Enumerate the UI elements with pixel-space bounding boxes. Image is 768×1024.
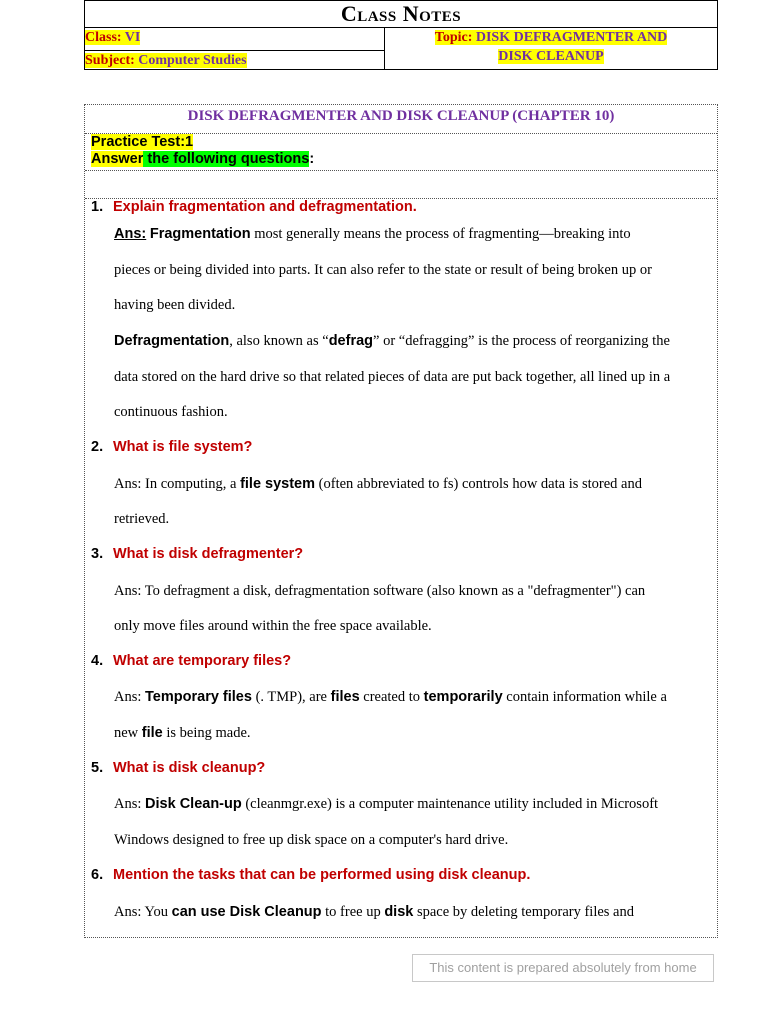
answer-1-line-3: having been divided. xyxy=(114,297,236,313)
header-title: Class Notes xyxy=(85,1,717,28)
practice-test-label: Practice Test:1 xyxy=(91,134,194,150)
question-3: 3. What is disk defragmenter? xyxy=(91,546,304,562)
instruction-answer: Answer xyxy=(91,151,144,167)
answer-6-line-1: Ans: You can use Disk Cleanup to free up disk space by deleting temporary files and xyxy=(114,904,634,920)
topic-label: Topic: xyxy=(434,30,473,45)
answer-1-line-4: Defragmentation, also known as “defrag” or “defragging” is the process of reorganizing the xyxy=(114,333,670,349)
answer-label: Ans: xyxy=(114,226,147,242)
answer-3-line-2: only move files around within the free space available. xyxy=(114,618,432,634)
answer-2-line-2: retrieved. xyxy=(114,511,170,527)
answer-2-line-1: Ans: In computing, a file system (often abbreviated to fs) controls how data is stored and xyxy=(114,476,642,492)
topic-value-1: DISK DEFRAGMENTER AND xyxy=(472,30,668,45)
answer-5-line-2: Windows designed to free up disk space on a computer's hard drive. xyxy=(114,832,509,848)
subject-cell xyxy=(85,50,385,70)
topic-value-2: DISK CLEANUP xyxy=(498,49,604,64)
topic-cell xyxy=(385,28,717,70)
answer-3-line-1: Ans: To defragment a disk, defragmentation software (also known as a "defragmenter") can xyxy=(114,583,646,599)
chapter-title: DISK DEFRAGMENTER AND DISK CLEANUP (CHAPTER 10) xyxy=(85,105,717,134)
answer-5-line-1: Ans: Disk Clean-up (cleanmgr.exe) is a computer maintenance utility included in Microsoft xyxy=(114,796,659,812)
subject-label: Subject: xyxy=(85,53,135,68)
class-value: VI xyxy=(121,30,141,45)
practice-section xyxy=(85,134,717,171)
question-1: 1. Explain fragmentation and defragmentation. xyxy=(91,199,417,215)
question-4: 4. What are temporary files? xyxy=(91,653,292,669)
instruction-colon: : xyxy=(309,151,315,167)
answer-4-line-2: new file is being made. xyxy=(114,725,251,741)
footer-note: This content is prepared absolutely from home xyxy=(412,954,714,982)
class-notes-header xyxy=(84,0,718,70)
answer-1-line-5: data stored on the hard drive so that related pieces of data are put back together, all lined up in a xyxy=(114,369,671,385)
answer-4-line-1: Ans: Temporary files (. TMP), are files created to temporarily contain information while a xyxy=(114,689,667,705)
subject-line xyxy=(85,53,247,68)
answer-1-line-1: Ans: Fragmentation most generally means the process of fragmenting—breaking into xyxy=(114,226,631,242)
question-6: 6. Mention the tasks that can be performed using disk cleanup. xyxy=(91,867,531,883)
class-label: Class: xyxy=(85,30,122,45)
blank-row xyxy=(85,171,717,199)
instruction-text: the following questions xyxy=(143,151,310,167)
worksheet-box xyxy=(84,104,718,938)
answer-1-line-6: continuous fashion. xyxy=(114,404,228,420)
class-line xyxy=(85,30,140,45)
question-5: 5. What is disk cleanup? xyxy=(91,760,266,776)
topic-line-1 xyxy=(435,30,667,45)
class-cell xyxy=(85,28,385,50)
question-2: 2. What is file system? xyxy=(91,439,253,455)
subject-value: Computer Studies xyxy=(134,53,247,68)
answer-1-line-2: pieces or being divided into parts. It can also refer to the state or result of being broken up or xyxy=(114,262,652,278)
